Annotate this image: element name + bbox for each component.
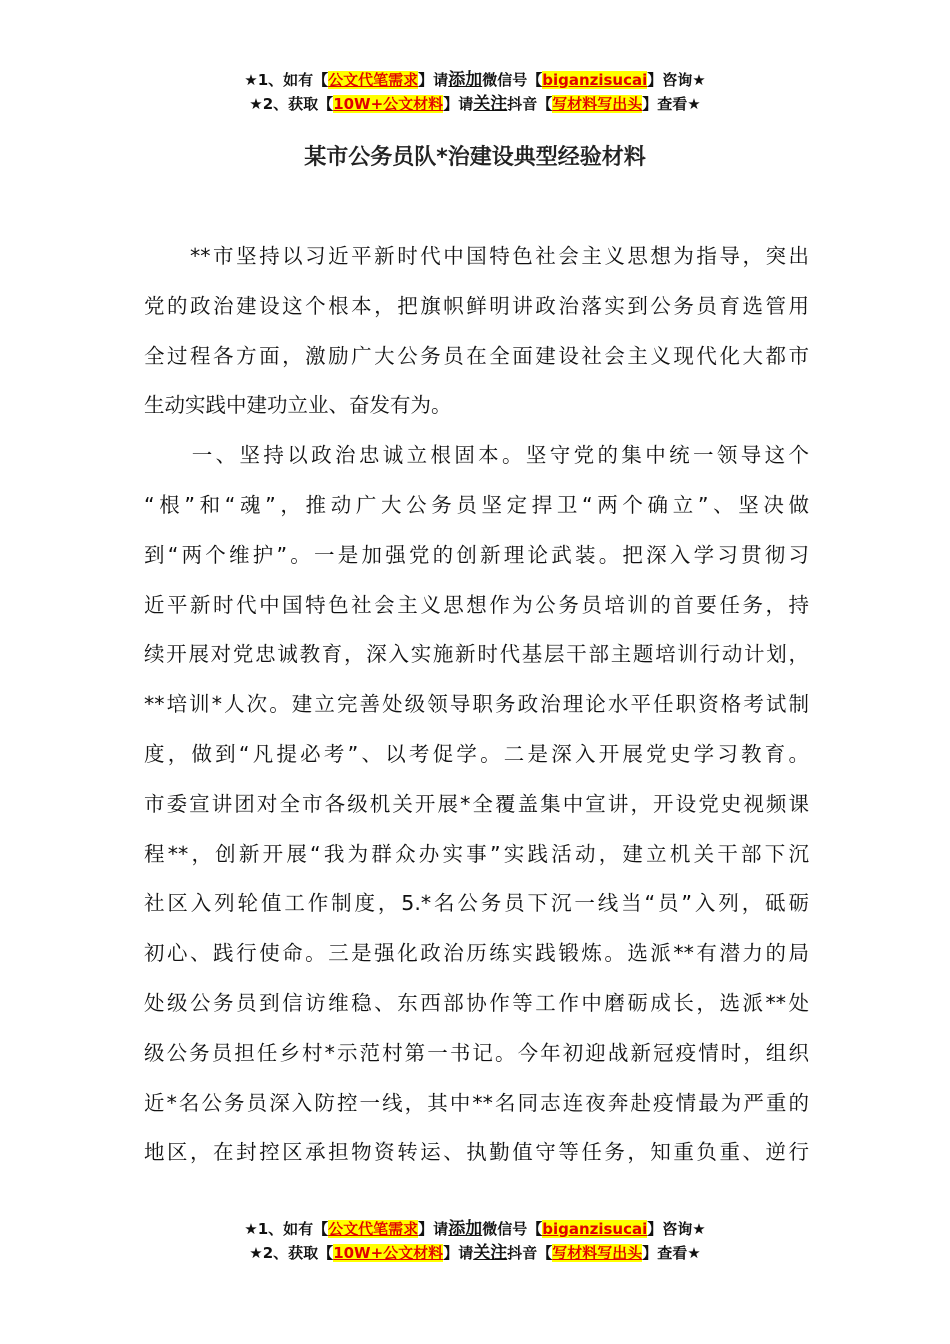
text: ★1、如有【 bbox=[244, 1220, 329, 1238]
text: 】查看★ bbox=[642, 1244, 701, 1262]
body-line: 初心、践行使命。三是强化政治历练实践锻炼。选派**有潜力的局 bbox=[144, 941, 809, 966]
text: 微信号【 bbox=[482, 71, 543, 89]
douyin-id: 写材料写出头 bbox=[552, 95, 643, 113]
promo-banner-bottom bbox=[0, 1217, 950, 1265]
highlight: 10W+公文材料 bbox=[333, 1244, 444, 1262]
highlight: 公文代笔需求 bbox=[328, 1220, 419, 1238]
text: 微信号【 bbox=[482, 1220, 543, 1238]
text: ★1、如有【 bbox=[244, 71, 329, 89]
document-title: 某市公务员队*治建设典型经验材料 bbox=[304, 145, 646, 170]
body-line: 程**，创新开展“我为群众办实事”实践活动，建立机关干部下沉 bbox=[144, 841, 809, 866]
body-line: 全过程各方面，激励广大公务员在全面建设社会主义现代化大都市 bbox=[144, 343, 809, 368]
body-line: 党的政治建设这个根本，把旗帜鲜明讲政治落实到公务员育选管用 bbox=[144, 293, 809, 318]
body-line: 到“两个维护”。一是加强党的创新理论武装。把深入学习贯彻习 bbox=[144, 542, 809, 567]
body-line: 级公务员担任乡村*示范村第一书记。今年初迎战新冠疫情时，组织 bbox=[144, 1040, 809, 1065]
text: 】请 bbox=[443, 95, 474, 113]
text: 抖音【 bbox=[507, 95, 553, 113]
text: 抖音【 bbox=[507, 1244, 553, 1262]
wechat-id: biganzisucai bbox=[542, 71, 648, 89]
text: 】请 bbox=[418, 71, 449, 89]
emphasis: 关注 bbox=[473, 94, 508, 114]
promo-line-2 bbox=[0, 92, 950, 116]
body-line: 市委宣讲团对全市各级机关开展*全覆盖集中宣讲，开设党史视频课 bbox=[144, 791, 809, 816]
body-line: “根”和“魂”，推动广大公务员坚定捍卫“两个确立”、坚决做 bbox=[144, 492, 809, 517]
highlight: 公文代笔需求 bbox=[328, 71, 419, 89]
body-line: **培训*人次。建立完善处级领导职务政治理论水平任职资格考试制 bbox=[144, 692, 809, 717]
text: 】咨询★ bbox=[647, 1220, 706, 1238]
text: 】请 bbox=[443, 1244, 474, 1262]
text: 】查看★ bbox=[642, 95, 701, 113]
text: 】咨询★ bbox=[647, 71, 706, 89]
body-line: 社区入列轮值工作制度，5.*名公务员下沉一线当“员”入列，砥砺 bbox=[144, 891, 809, 916]
body-line: 地区，在封控区承担物资转运、执勤值守等任务，知重负重、逆行 bbox=[144, 1140, 809, 1165]
wechat-id: biganzisucai bbox=[542, 1220, 648, 1238]
promo-line-2 bbox=[0, 1241, 950, 1265]
promo-line-1 bbox=[0, 1217, 950, 1241]
body-line: 度，做到“凡提必考”、以考促学。二是深入开展党史学习教育。 bbox=[144, 741, 809, 766]
emphasis: 关注 bbox=[473, 1243, 508, 1263]
body-line: 一、坚持以政治忠诚立根固本。坚守党的集中统一领导这个 bbox=[144, 443, 809, 468]
promo-banner-top bbox=[0, 68, 950, 116]
emphasis: 添加 bbox=[448, 70, 483, 90]
emphasis: 添加 bbox=[448, 1219, 483, 1239]
body-line: **市坚持以习近平新时代中国特色社会主义思想为指导，突出 bbox=[144, 244, 809, 268]
highlight: 10W+公文材料 bbox=[333, 95, 444, 113]
body-line: 近平新时代中国特色社会主义思想作为公务员培训的首要任务，持 bbox=[144, 592, 809, 617]
promo-line-1 bbox=[0, 68, 950, 92]
body-line: 生动实践中建功立业、奋发有为。 bbox=[144, 393, 452, 418]
douyin-id: 写材料写出头 bbox=[552, 1244, 643, 1262]
document-body bbox=[144, 232, 809, 1178]
text: ★2、获取【 bbox=[249, 1244, 334, 1262]
body-line: 近*名公务员深入防控一线，其中**名同志连夜奔赴疫情最为严重的 bbox=[144, 1090, 809, 1115]
text: ★2、获取【 bbox=[249, 95, 334, 113]
text: 】请 bbox=[418, 1220, 449, 1238]
body-line: 处级公务员到信访维稳、东西部协作等工作中磨砺成长，选派**处 bbox=[144, 990, 809, 1015]
body-line: 续开展对党忠诚教育，深入实施新时代基层干部主题培训行动计划， bbox=[144, 642, 809, 667]
